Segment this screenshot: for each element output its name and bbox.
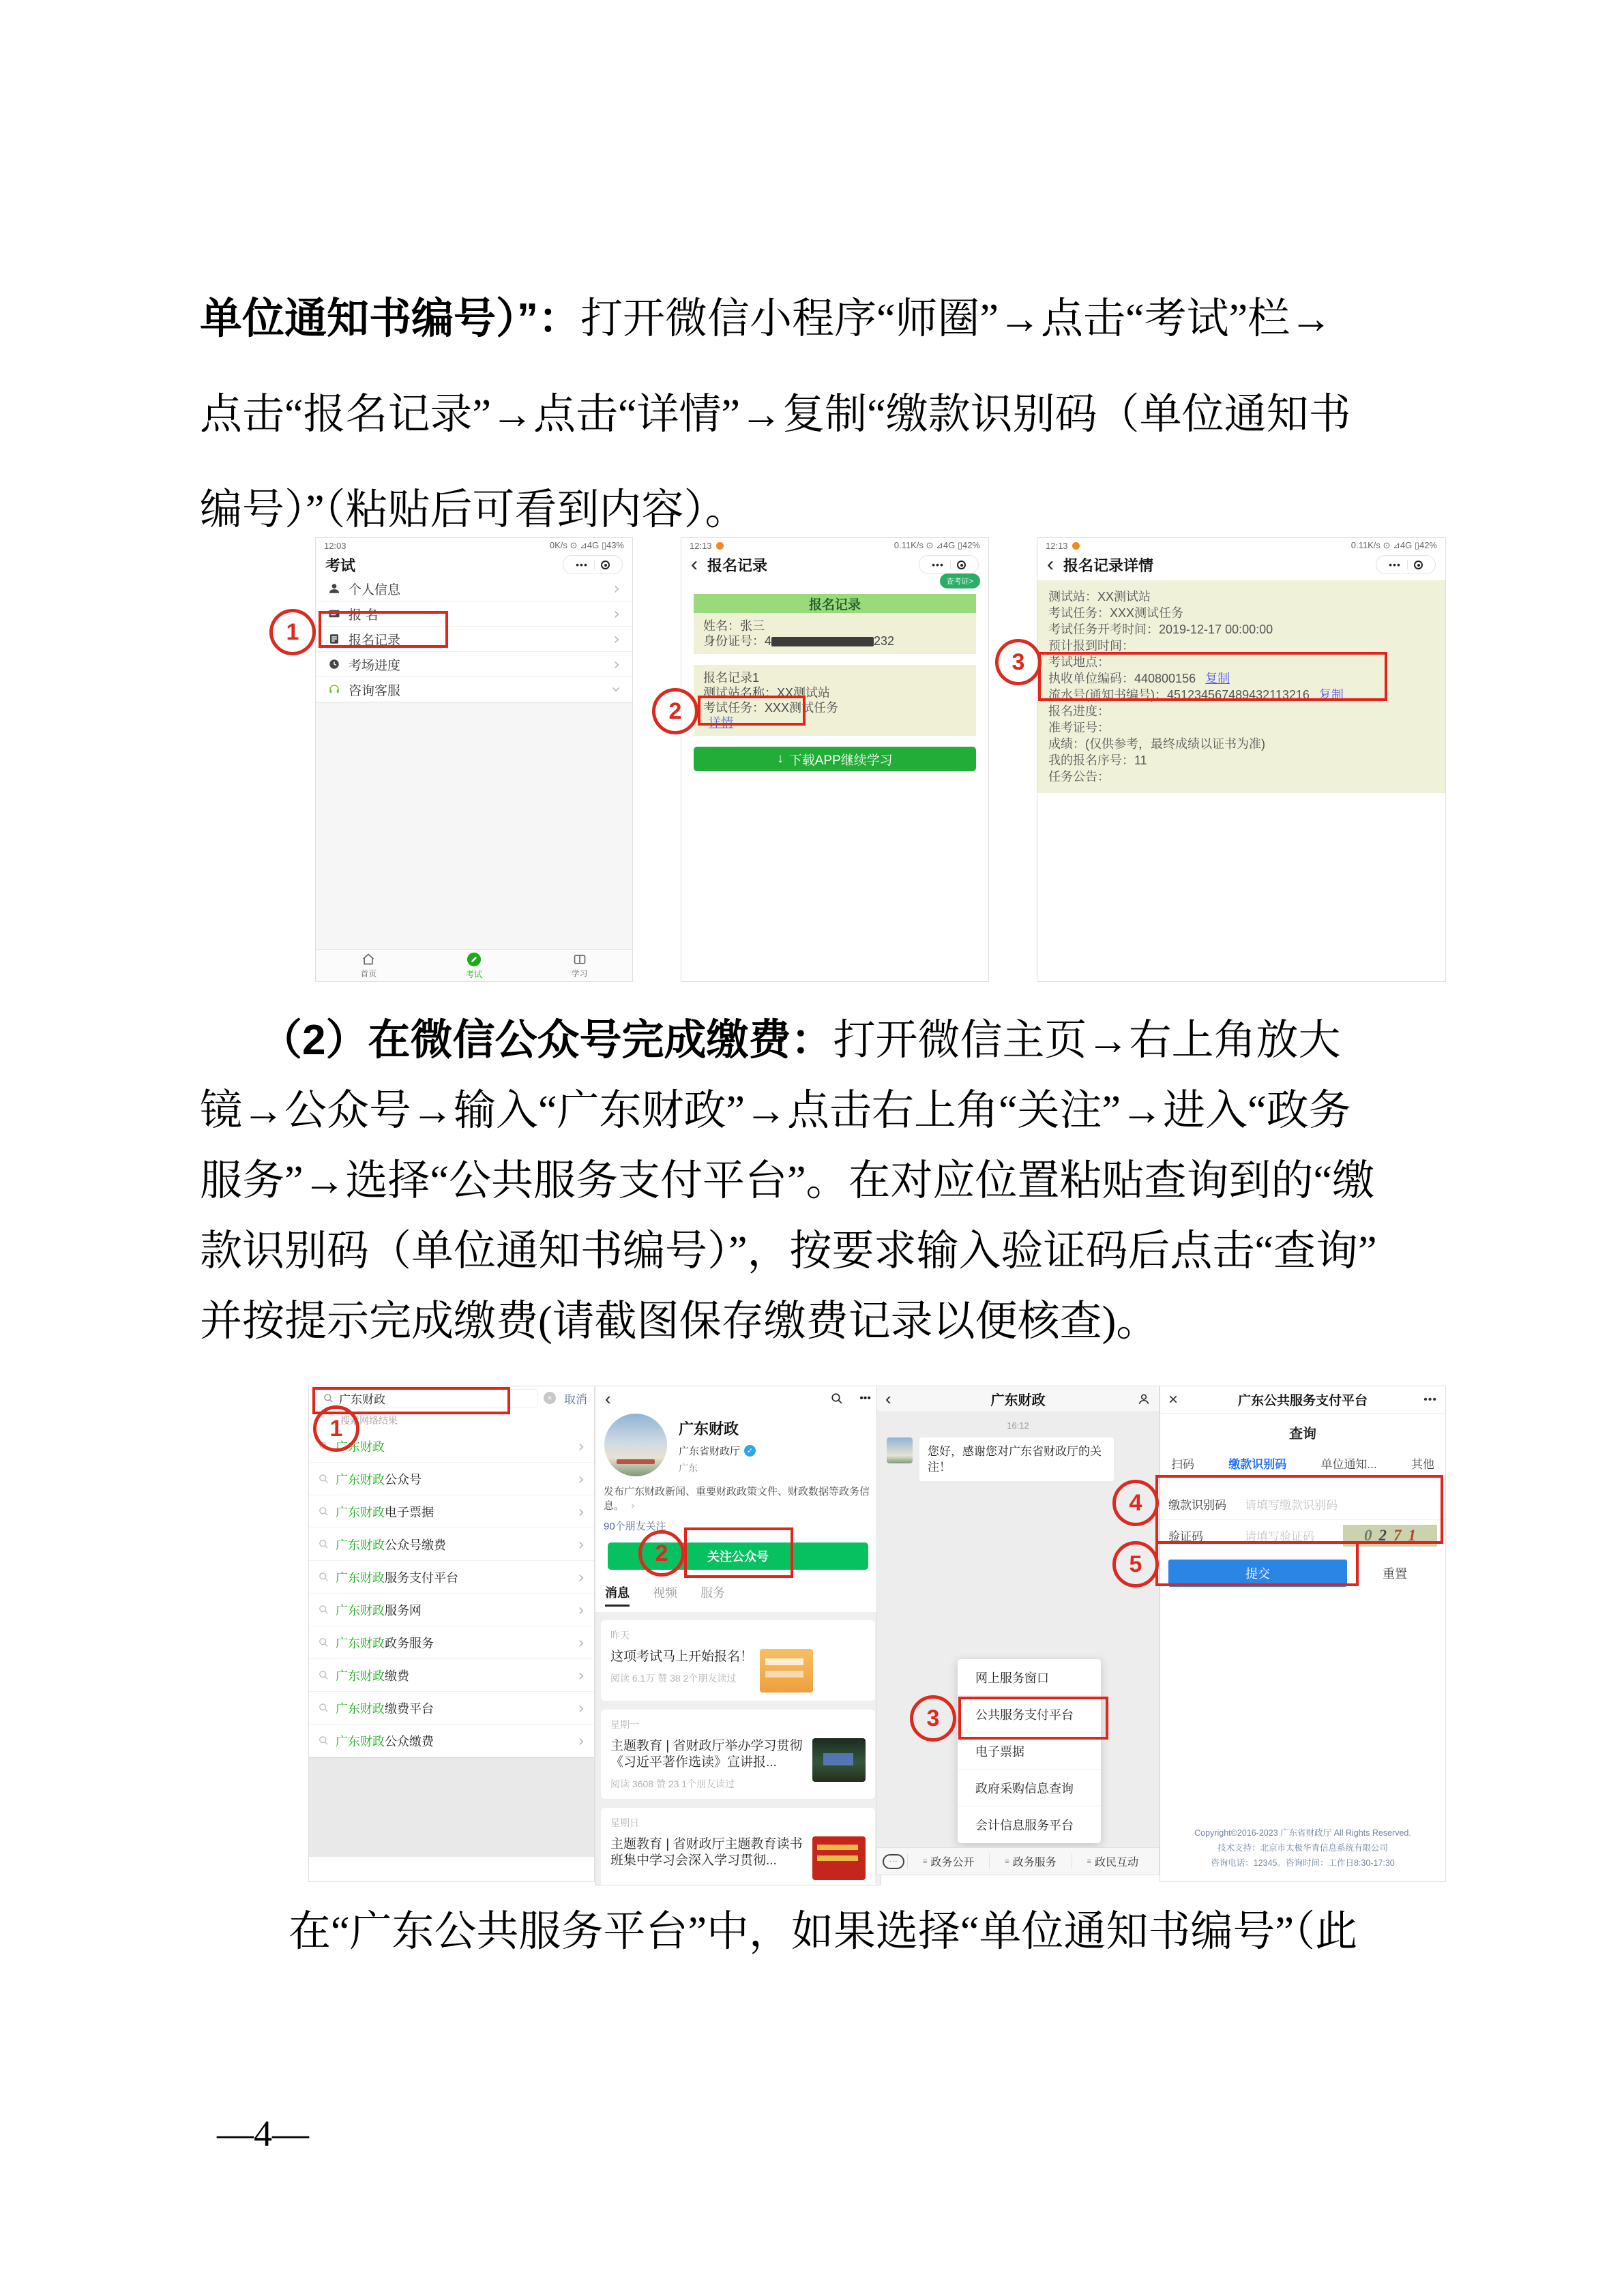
tab-other[interactable]: 其他 <box>1411 1458 1434 1471</box>
status-bar <box>681 538 988 553</box>
book-icon <box>573 953 587 966</box>
search-query: 广东财政 <box>339 1392 385 1406</box>
chevron-right-icon: › <box>613 579 620 598</box>
chevron-right-icon: › <box>578 1534 585 1554</box>
tab-exam[interactable]: 考试 <box>422 950 527 981</box>
article-post[interactable] <box>601 1808 875 1885</box>
para2-line5: 并按提示完成缴费(请截图保存缴费记录以便核查)。 <box>200 1298 1159 1345</box>
detail-row: 考试任务：XXX测试任务 <box>1048 606 1184 620</box>
page-title: 报名记录 <box>707 556 768 574</box>
wechat-capsule[interactable] <box>919 555 979 574</box>
search-icon <box>319 1703 329 1713</box>
reset-button[interactable]: 重置 <box>1361 1560 1429 1587</box>
page-number: —4— <box>217 2113 309 2154</box>
detail-link[interactable]: 详情 <box>709 716 733 730</box>
tab-bar <box>316 949 632 981</box>
search-icon <box>319 1637 329 1648</box>
tab-home[interactable]: 首页 <box>316 950 422 981</box>
menu-item-e-invoice[interactable]: 电子票据 <box>958 1733 1101 1770</box>
account-region: 广东 <box>679 1463 698 1474</box>
screenshot-signup-records <box>681 537 989 982</box>
detail-row: 任务公告： <box>1048 770 1110 784</box>
back-icon[interactable]: ‹ <box>1047 553 1054 576</box>
article-post[interactable] <box>601 1710 875 1799</box>
footer-support: 技术支持：北京市太极华青信息系统有限公司 <box>1217 1843 1388 1853</box>
toolbar-gov-disclosure[interactable]: ≡ 政务公开 <box>907 1853 989 1869</box>
annotation-circle-3: 3 <box>995 639 1042 685</box>
record-title: 报名记录1 <box>703 671 760 685</box>
screenshot-record-detail <box>1037 537 1446 982</box>
search-suggestion[interactable]: 广东财政 缴费平台 › <box>309 1692 594 1725</box>
status-indicators: 0.11K/s ⊙ ⊿4G ▯42% <box>894 540 980 550</box>
chevron-right-icon: › <box>578 1436 585 1456</box>
chat-toolbar <box>877 1847 1159 1875</box>
search-suggestion[interactable]: 广东财政 服务支付平台 › <box>309 1561 594 1594</box>
menu-item-personal-info[interactable]: 个人信息 › <box>316 576 632 601</box>
para1-line2: 点击“报名记录”→点击“详情”→复制“缴款识别码（单位通知书 <box>200 391 1351 438</box>
notification-dot <box>1072 542 1080 550</box>
tab-study[interactable]: 学习 <box>527 950 632 981</box>
navbar <box>1037 553 1445 576</box>
annotation-circle-3b: 3 <box>910 1695 956 1742</box>
exam-cert-pill-button[interactable]: 查考证> <box>940 573 980 588</box>
annotation-circle-2b: 2 <box>638 1530 685 1577</box>
tab-messages[interactable]: 消息 <box>605 1583 630 1607</box>
more-icon[interactable]: ••• <box>1389 559 1401 570</box>
search-suggestion[interactable]: 广东财政 缴费 › <box>309 1659 594 1692</box>
detail-row: 预计报到时间： <box>1048 639 1134 653</box>
id-card-icon <box>328 608 340 620</box>
detail-panel <box>1037 580 1445 793</box>
search-input[interactable] <box>316 1389 538 1407</box>
post-meta: 阅读 6.1万 赞 38 2个朋友读过 <box>610 1673 737 1684</box>
post-date: 昨天 <box>610 1630 630 1641</box>
screenshot-miniprogram-exam-menu <box>315 537 633 982</box>
tab-payment-id[interactable]: 缴款识别码 <box>1228 1455 1286 1478</box>
chat-title: 广东财政 <box>990 1393 1046 1408</box>
para1-heading: 单位通知书编号）”： <box>200 295 581 342</box>
para2-heading: （2）在微信公众号完成缴费： <box>260 1017 833 1064</box>
post-title: 主题教育 | 省财政厅主题教育读书班集中学习会深入学习贯彻... <box>610 1837 803 1868</box>
chevron-right-icon: › <box>578 1665 585 1685</box>
close-icon[interactable]: × <box>1168 1390 1179 1409</box>
chat-timestamp: 16:12 <box>1007 1420 1029 1431</box>
close-capsule-icon[interactable] <box>1414 561 1423 569</box>
post-thumbnail <box>812 1836 866 1880</box>
list-mark-icon: ≡ <box>1087 1857 1092 1866</box>
menu-item-customer-service[interactable]: 咨询客服 › <box>316 677 632 702</box>
post-thumbnail <box>760 1649 813 1693</box>
follow-account-button[interactable]: 关注公众号 <box>608 1542 868 1570</box>
page-title: 考试 <box>325 556 356 574</box>
close-capsule-icon[interactable] <box>601 561 610 569</box>
detail-row: 成绩：(仅供参考，最终成绩以证书为准) <box>1048 737 1265 751</box>
para1-line1: 单位通知书编号）”：打开微信小程序“师圈”→点击“考试”栏→ <box>200 295 1333 342</box>
chevron-right-icon: › <box>613 629 620 648</box>
page-title: 广东公共服务支付平台 <box>1237 1394 1368 1408</box>
chevron-right-icon: › <box>578 1469 585 1489</box>
back-icon[interactable]: ‹ <box>605 1388 611 1409</box>
detail-row: 考试任务开考时间：2019-12-17 00:00:00 <box>1048 623 1273 636</box>
identity-card <box>694 613 976 654</box>
form-row-payment-id <box>1160 1489 1445 1520</box>
post-title: 主题教育 | 省财政厅举办学习贯彻《习近平著作选读》宣讲报... <box>610 1739 803 1770</box>
screenshot-account-chat <box>876 1386 1160 1875</box>
copy-link[interactable]: 复制 <box>1205 672 1230 685</box>
toolbar-gov-services[interactable]: ≡ 政务服务 <box>989 1853 1071 1869</box>
chevron-right-icon: › <box>578 1600 585 1620</box>
chevron-right-icon[interactable]: › <box>631 1500 636 1512</box>
search-icon <box>319 1605 329 1615</box>
back-icon[interactable]: ‹ <box>885 1388 891 1409</box>
menu-item-signup-records[interactable]: 报名记录 › <box>316 627 632 652</box>
chevron-right-icon: › <box>578 1567 585 1587</box>
search-icon <box>319 1670 329 1680</box>
copy-link[interactable]: 复制 <box>1318 688 1344 702</box>
menu-item-exam-progress[interactable]: 考场进度 › <box>316 652 632 677</box>
search-suggestion[interactable]: 广东财政 公众号 › <box>309 1463 594 1495</box>
para2-line4: 款识别码（单位通知书编号）”，按要求输入验证码后点击“查询” <box>200 1228 1377 1274</box>
chevron-down-icon: › <box>607 686 627 693</box>
tab-unit-notice[interactable]: 单位通知... <box>1320 1458 1377 1471</box>
chevron-right-icon: › <box>613 604 620 623</box>
sender-avatar <box>887 1437 913 1463</box>
status-time: 12:13 <box>1046 540 1068 551</box>
profile-tabs <box>605 1583 881 1612</box>
headset-icon <box>328 683 340 696</box>
captcha-input[interactable]: 请填写验证码 <box>1245 1530 1314 1543</box>
keyboard-icon[interactable]: ··· <box>883 1854 904 1869</box>
form-row-captcha <box>1160 1520 1445 1551</box>
menu-item-accounting-platform[interactable]: 会计信息服务平台 <box>975 1819 1074 1832</box>
annotation-circle-5: 5 <box>1112 1541 1159 1587</box>
tab-scan-code[interactable]: 扫码 <box>1171 1458 1194 1471</box>
search-suggestion[interactable]: 广东财政 公众号缴费 › <box>309 1528 594 1561</box>
search-icon <box>319 1506 329 1517</box>
friends-following: 90个朋友关注 <box>604 1521 666 1532</box>
paragraph-3 <box>200 1901 1434 1963</box>
name-row: 姓名：张三 <box>703 619 765 633</box>
back-icon[interactable]: ‹ <box>691 553 698 576</box>
search-icon <box>319 1572 329 1582</box>
more-icon[interactable]: ••• <box>859 1392 871 1404</box>
search-suggestion[interactable]: 广东财政 电子票据 › <box>309 1495 594 1528</box>
navbar <box>877 1386 1159 1412</box>
annotation-circle-1b: 1 <box>313 1405 359 1452</box>
submit-button[interactable]: 提交 <box>1168 1560 1347 1587</box>
menu-item-online-service[interactable]: 网上服务窗口 <box>958 1659 1101 1696</box>
search-icon <box>319 1474 329 1484</box>
record-site: 测试站名称：XX测试站 <box>703 686 831 700</box>
search-icon <box>319 1735 329 1746</box>
post-meta: 阅读 3608 赞 23 1个朋友读过 <box>610 1778 735 1789</box>
menu-item-procurement-info[interactable]: 政府采购信息查询 <box>958 1770 1101 1806</box>
field-label: 验证码 <box>1168 1530 1203 1543</box>
detail-row: 测试站：XX测试站 <box>1048 590 1151 603</box>
detail-row: 准考证号： <box>1048 721 1110 734</box>
id-row: 身份证号：4 232 <box>703 634 895 648</box>
status-time: 12:03 <box>324 540 346 551</box>
post-date: 星期一 <box>610 1719 639 1730</box>
wechat-capsule[interactable] <box>1376 555 1436 574</box>
verified-badge-icon: ✓ <box>744 1445 756 1457</box>
para2-line2: 镜→公众号→输入“广东财政”→点击右上角“关注”→进入“政务 <box>200 1088 1351 1134</box>
navbar <box>316 553 632 576</box>
annotation-circle-1: 1 <box>269 609 316 655</box>
home-icon <box>361 953 375 966</box>
list-mark-icon: ≡ <box>1005 1857 1009 1866</box>
detail-row: 报名进度： <box>1048 704 1110 718</box>
para2-line1: （2）在微信公众号完成缴费：打开微信主页→右上角放大 <box>260 1017 1341 1064</box>
navbar <box>1160 1386 1445 1414</box>
capsule-divider <box>594 560 595 569</box>
para2-line3: 服务”→选择“公共服务支付平台”。在对应位置粘贴查询到的“缴 <box>200 1158 1375 1204</box>
menu-item-public-payment-platform[interactable]: 公共服务支付平台 <box>958 1696 1101 1733</box>
search-suggestion[interactable]: 广东财政 服务网 › <box>309 1594 594 1626</box>
tab-videos[interactable]: 视频 <box>653 1586 677 1600</box>
status-bar <box>1037 538 1445 553</box>
account-description: 发布广东财政新闻、重要财政政策文件、财政数据等政务信息。 <box>604 1486 870 1512</box>
service-menu-popup <box>958 1659 1101 1843</box>
tab-services[interactable]: 服务 <box>700 1586 725 1600</box>
navbar <box>595 1386 881 1411</box>
empty-area <box>309 1757 594 1857</box>
clock-icon <box>328 658 340 670</box>
screenshot-wechat-search <box>308 1386 595 1882</box>
search-icon[interactable] <box>831 1392 843 1405</box>
contact-icon[interactable] <box>1137 1392 1151 1406</box>
toolbar-gov-interaction[interactable]: ≡ 政民互动 <box>1072 1853 1153 1869</box>
down-arrow-icon: ↓ <box>777 751 784 766</box>
list-header: 报名记录 <box>694 594 976 613</box>
chevron-right-icon: › <box>578 1698 585 1718</box>
annotation-circle-2: 2 <box>652 688 698 734</box>
page-title: 报名记录详情 <box>1063 556 1154 574</box>
search-section-label: 搜索网络结果 <box>340 1415 398 1426</box>
person-icon <box>328 582 340 595</box>
exam-pencil-icon <box>467 952 482 967</box>
wechat-capsule[interactable] <box>563 555 623 574</box>
close-capsule-icon[interactable] <box>957 561 966 569</box>
search-bar <box>309 1386 594 1410</box>
search-suggestion[interactable]: 广东财政 公众缴费 › <box>309 1725 594 1757</box>
account-name: 广东财政 <box>679 1420 739 1437</box>
article-feed <box>595 1612 881 1885</box>
record-card <box>694 665 976 736</box>
chevron-right-icon: › <box>578 1731 585 1750</box>
status-indicators: 0K/s ⊙ ⊿4G ▯43% <box>549 540 624 550</box>
detail-row-serial: 流水号(通知书编号)：451234567489432113216 复制 <box>1048 688 1344 702</box>
footer-copyright: Copyright©2016-2023 广东省财政厅 All Rights Reserved. <box>1194 1828 1411 1838</box>
search-suggestion[interactable]: 广东财政 › <box>309 1430 594 1463</box>
para3-line1: 在“广东公共服务平台”中，如果选择“单位通知书编号”（此 <box>289 1909 1358 1955</box>
post-title: 这项考试马上开始报名！ <box>610 1650 754 1664</box>
detail-row: 考试地点： <box>1048 655 1110 669</box>
navbar <box>681 553 988 576</box>
payment-id-input[interactable]: 请填写缴款识别码 <box>1245 1499 1338 1512</box>
article-post[interactable] <box>601 1620 875 1701</box>
capsule-divider <box>950 560 951 569</box>
list-mark-icon: ≡ <box>922 1857 928 1866</box>
footer-hotline: 咨询电话：12345。咨询时间：工作日8:30-17:30 <box>1211 1858 1395 1868</box>
more-icon[interactable]: ••• <box>1423 1393 1437 1405</box>
download-app-button[interactable]: ↓ 下载APP继续学习 <box>694 747 976 771</box>
status-bar <box>316 538 632 553</box>
status-time: 12:13 <box>690 540 712 551</box>
detail-row: 我的报名序号：11 <box>1048 754 1147 767</box>
field-label: 缴款识别码 <box>1168 1499 1226 1512</box>
post-date: 星期日 <box>610 1817 639 1828</box>
account-avatar <box>604 1414 667 1476</box>
platform-footer <box>1160 1825 1445 1870</box>
captcha-image[interactable]: 0 2 7 1 <box>1343 1525 1437 1547</box>
screenshot-payment-platform <box>1160 1386 1446 1882</box>
document-icon <box>328 633 340 645</box>
detail-row-unit-code: 执收单位编码：440800156 复制 <box>1048 672 1230 685</box>
search-suggestion[interactable]: 广东财政 政务服务 › <box>309 1626 594 1659</box>
screenshot-official-account-profile <box>595 1386 881 1885</box>
message-bubble: 您好，感谢您对广东省财政厅的关注！ <box>919 1437 1114 1481</box>
paragraph-1 <box>200 271 1434 558</box>
post-thumbnail <box>812 1738 866 1782</box>
redacted-id <box>771 637 874 646</box>
status-indicators: 0.11K/s ⊙ ⊿4G ▯42% <box>1350 540 1437 550</box>
clear-icon[interactable]: × <box>544 1392 556 1404</box>
para1-line3: 编号）”（粘贴后可看到内容）。 <box>200 487 748 533</box>
query-title: 查询 <box>1289 1427 1316 1442</box>
annotation-circle-4: 4 <box>1112 1480 1159 1526</box>
paragraph-2 <box>200 1005 1434 1357</box>
empty-area <box>316 702 632 949</box>
search-icon <box>323 1393 334 1403</box>
chevron-right-icon: › <box>613 655 620 674</box>
capsule-divider <box>1407 560 1408 569</box>
more-icon[interactable]: ••• <box>576 559 588 570</box>
chevron-right-icon: › <box>578 1632 585 1652</box>
notification-dot <box>716 542 724 550</box>
chevron-right-icon: › <box>578 1502 585 1521</box>
search-icon <box>319 1539 329 1549</box>
more-icon[interactable]: ••• <box>932 559 944 570</box>
chat-message <box>887 1437 1149 1481</box>
cancel-button[interactable]: 取消 <box>564 1392 587 1406</box>
menu-item-signup[interactable]: 报 名 › <box>316 601 632 627</box>
query-tabs <box>1171 1455 1434 1478</box>
record-task: 考试任务：XXX测试任务 <box>703 701 839 715</box>
account-org: 广东省财政厅 <box>679 1446 741 1457</box>
